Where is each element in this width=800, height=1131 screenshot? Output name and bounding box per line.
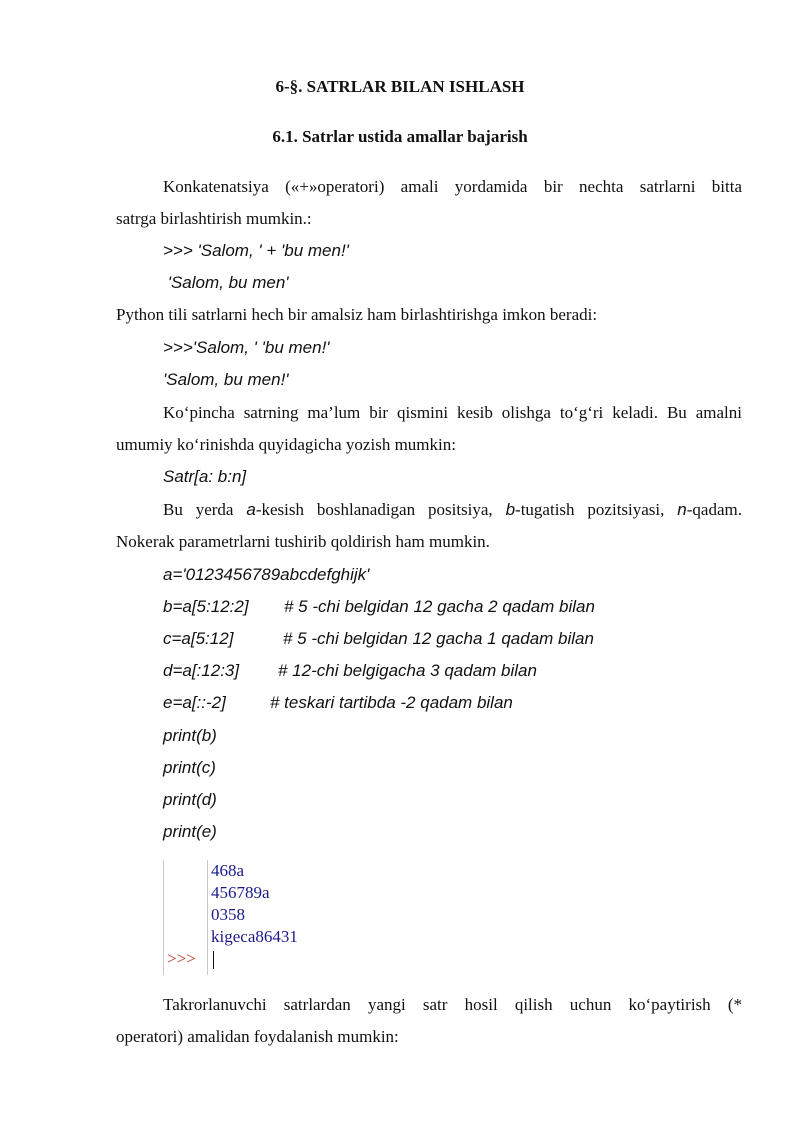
python-shell-output (163, 860, 363, 975)
paragraph-concat-line2: satrga birlashtirish mumkin.: (116, 209, 312, 228)
code-line: d=a[:12:3] (163, 661, 240, 680)
shell-prompt: >>> (167, 949, 196, 968)
slice-syntax: Satr[a: b:n] (163, 467, 247, 486)
shell-output-line: 468a (211, 861, 245, 880)
shell-output-line: 456789a (211, 883, 270, 902)
paragraph-params-line2: Nokerak parametrlarni tushirib qoldirish ham mumkin. (116, 532, 490, 551)
code-line: c=a[5:12] (163, 629, 234, 648)
paragraph-repeat-line2: operatori) amalidan foydalanish mumkin: (116, 1027, 399, 1046)
shell-left-border (163, 860, 164, 975)
paragraph-concat-line1: Konkatenatsiya («+»operatori) amali yordamida bir nechta satrlarni bitta (163, 177, 742, 196)
paragraph-slice-line2: umumiy ko‘rinishda quyidagicha yozish mumkin: (116, 435, 456, 454)
text-b: -tugatish pozitsiyasi, (515, 500, 678, 519)
shell-gutter-divider (207, 860, 208, 975)
text-prefix: Bu yerda (163, 500, 247, 519)
code-line: a='0123456789abcdefghijk' (163, 565, 370, 584)
var-a: a (246, 500, 256, 519)
code-comment: # 12-chi belgigacha 3 qadam bilan (278, 661, 537, 680)
code-comment: # 5 -chi belgidan 12 gacha 1 qadam bilan (283, 629, 594, 648)
paragraph-slice-line1: Ko‘pincha satrning ma’lum bir qismini kesib olishga to‘g‘ri keladi. Bu amalni (163, 403, 742, 422)
chapter-heading: 6-§. SATRLAR BILAN ISHLASH (275, 77, 525, 96)
paragraph-implicit-concat: Python tili satrlarni hech bir amalsiz ham birlashtirishga imkon beradi: (116, 305, 598, 324)
code-comment: # 5 -chi belgidan 12 gacha 2 qadam bilan (284, 597, 595, 616)
code-implicit-output: 'Salom, bu men!' (163, 370, 289, 389)
code-comment: # teskari tartibda -2 qadam bilan (270, 693, 513, 712)
code-line: print(b) (163, 726, 217, 745)
code-line: e=a[::-2] (163, 693, 226, 712)
text-n: -qadam. (686, 500, 742, 519)
var-b: b (505, 500, 516, 519)
paragraph-params-line1 (163, 500, 742, 520)
code-implicit-input: >>>'Salom, ' 'bu men!' (163, 338, 330, 357)
code-line: b=a[5:12:2] (163, 597, 249, 616)
code-concat-input: >>> 'Salom, ' + 'bu men!' (163, 241, 349, 260)
code-line: print(d) (163, 790, 217, 809)
code-line: print(c) (163, 758, 216, 777)
code-line: print(e) (163, 822, 217, 841)
shell-output-line: kigeca86431 (211, 927, 298, 946)
var-n: n (677, 500, 687, 519)
code-concat-output: 'Salom, bu men' (163, 273, 289, 292)
shell-cursor[interactable] (213, 951, 214, 969)
shell-output-line: 0358 (211, 905, 245, 924)
text-a: -kesish boshlanadigan positsiya, (255, 500, 506, 519)
paragraph-repeat-line1: Takrorlanuvchi satrlardan yangi satr hosil qilish uchun ko‘paytirish (* (163, 995, 742, 1014)
section-heading: 6.1. Satrlar ustida amallar bajarish (272, 127, 528, 146)
